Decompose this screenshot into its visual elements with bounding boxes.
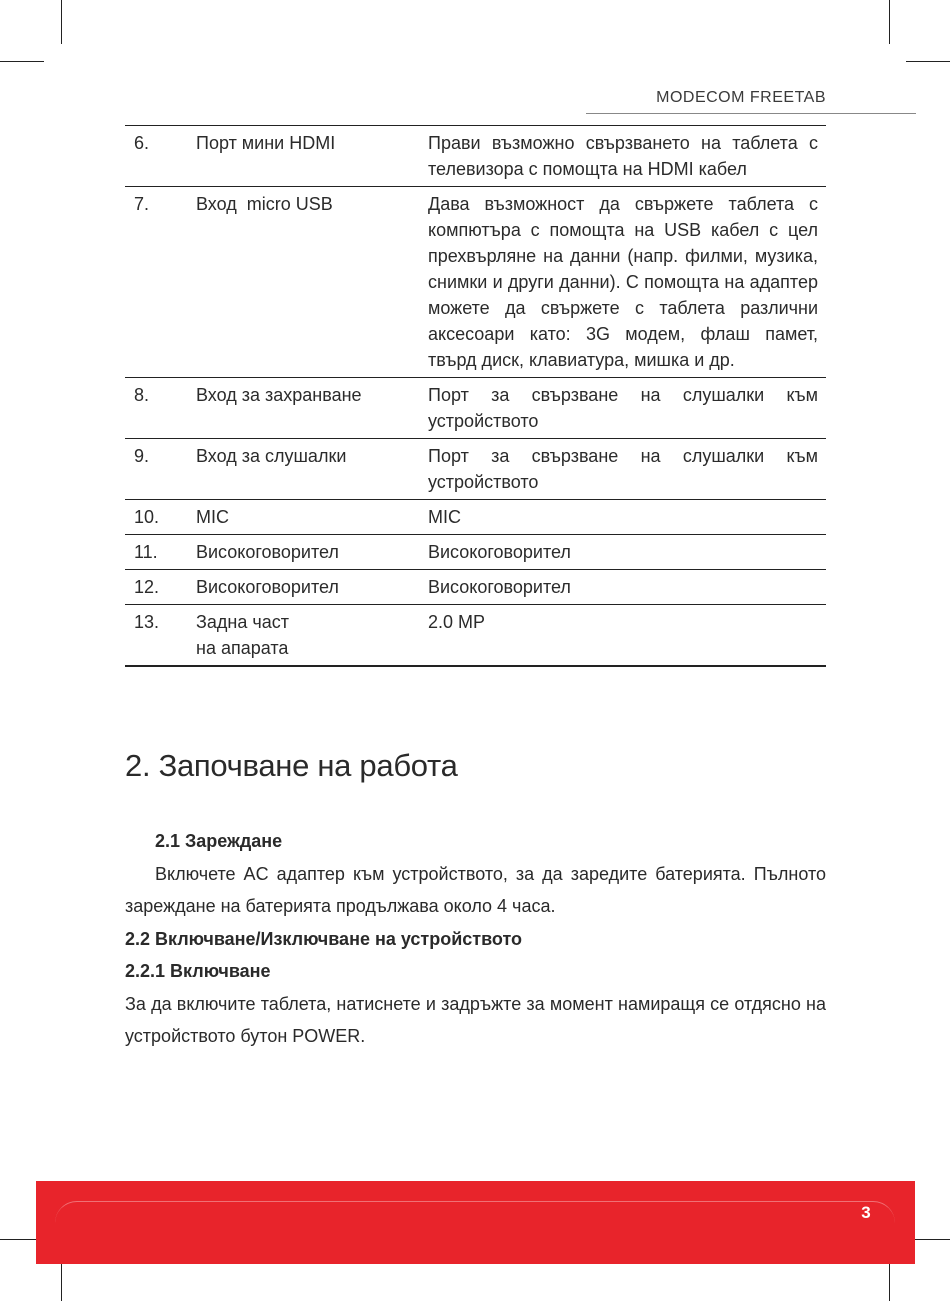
subheading-power-on-off: 2.2 Включване/Изключване на устройството [125, 928, 523, 949]
header-rule [586, 113, 916, 114]
spec-table [125, 125, 826, 667]
row-name: MIC [196, 507, 229, 527]
row-description: MIC [428, 507, 461, 527]
crop-mark [906, 61, 950, 62]
row-number: 6. [134, 133, 150, 153]
row-name: Високоговорител [196, 542, 339, 562]
table-row [125, 500, 826, 535]
table-row [125, 187, 826, 378]
paragraph-charging: Включете AC адаптер към устройството, за да заредите батерията. Пълното зареждане на батерията продължава около 4 часа. [125, 863, 826, 916]
paragraph-power-on: За да включите таблета, натиснете и задръжте за момент намиращя се отдясно на устройството бутон POWER. [125, 993, 826, 1046]
row-description: Порт за свързване на слушалки към устройството [428, 385, 818, 431]
row-number: 12. [134, 577, 160, 597]
row-number: 7. [134, 194, 150, 214]
footer-inner-line [55, 1201, 895, 1246]
table-row [125, 535, 826, 570]
row-description: Дава възможност да свържете таблета с компютъра с помощта на USB кабел с цел прехвърляне на данни (напр. филми, музика, снимки и други данни). С помощта на адаптер можете да свържете с таблета различни аксесоари като: 3G модем, флаш памет, твърд диск, клавиатура, мишка и др. [428, 194, 818, 370]
table-row [125, 126, 826, 187]
table-row [125, 439, 826, 500]
row-number: 9. [134, 446, 150, 466]
row-description: Порт за свързване на слушалки към устройството [428, 446, 818, 492]
row-number: 10. [134, 507, 160, 527]
crop-mark [61, 0, 62, 44]
subheading-power-on: 2.2.1 Включване [125, 961, 271, 981]
page-number: 3 [861, 1203, 871, 1222]
table-row [125, 605, 826, 667]
section-title: 2. Започване на работа [125, 748, 458, 783]
row-number: 8. [134, 385, 150, 405]
row-name: Вход micro USB [196, 194, 333, 214]
header-title: MODECOM FREETAB [656, 89, 826, 106]
row-description: Прави възможно свързването на таблета с телевизора с помощта на HDMI кабел [428, 133, 818, 179]
table-row [125, 378, 826, 439]
row-number: 11. [134, 542, 158, 562]
row-name: Вход за захранване [196, 385, 362, 405]
subheading-charging: 2.1 Зареждане [155, 831, 283, 851]
row-name: Вход за слушалки [196, 446, 347, 466]
row-description: Високоговорител [428, 577, 571, 597]
row-description: Високоговорител [428, 542, 571, 562]
row-name: Порт мини HDMI [196, 133, 336, 153]
section-content [125, 825, 826, 1053]
crop-mark [0, 61, 44, 62]
row-name: Високоговорител [196, 577, 339, 597]
crop-mark [889, 0, 890, 44]
row-description: 2.0 MP [428, 612, 486, 632]
row-name: Задна част на апарата [196, 612, 289, 658]
row-number: 13. [134, 612, 160, 632]
table-row [125, 570, 826, 605]
